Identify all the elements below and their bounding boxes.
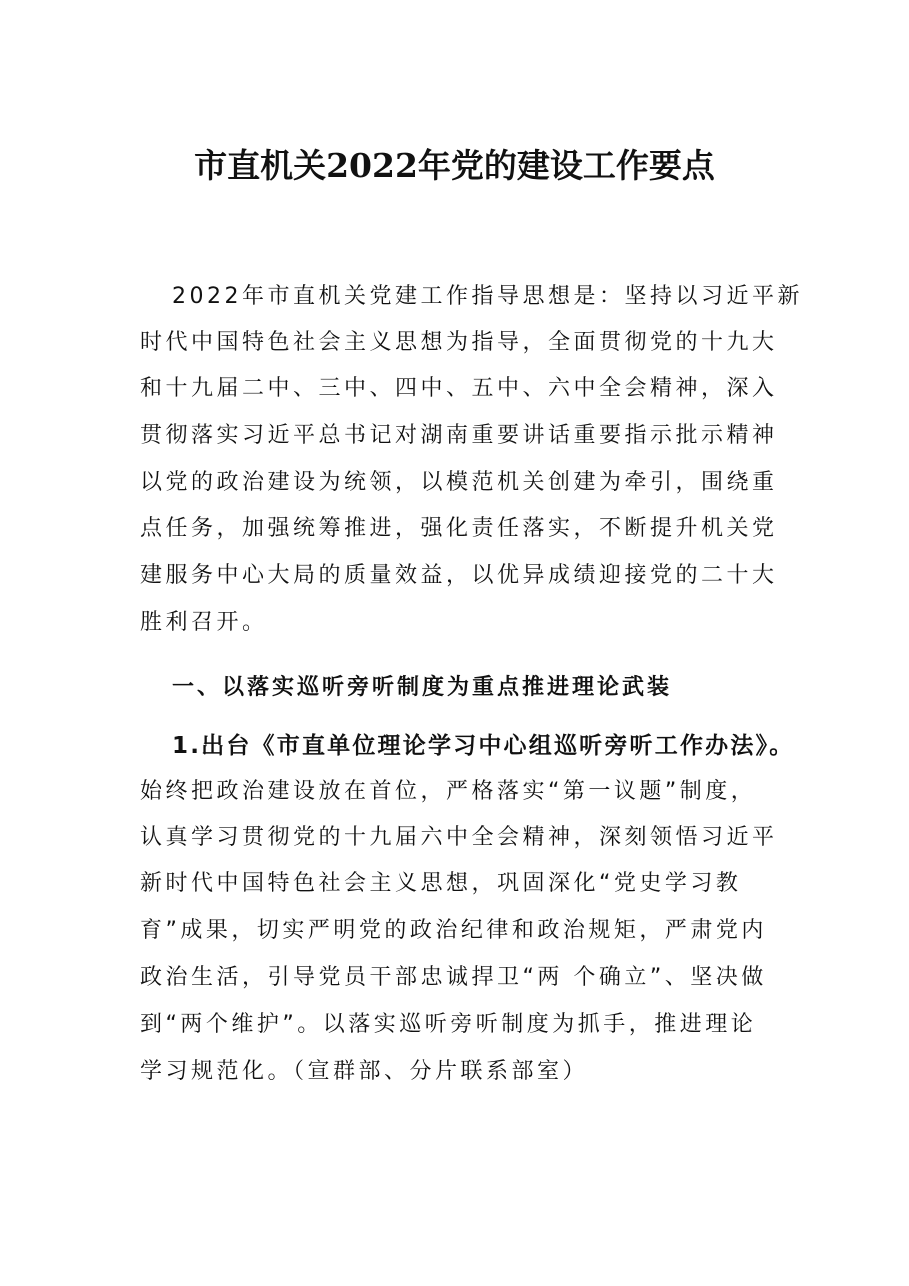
intro-line: 胜利召开。: [140, 610, 268, 635]
item-line: 育”成果，切实严明党的政治纪律和政治规矩，严肃党内: [140, 918, 767, 943]
intro-line: 点任务，加强统筹推进，强化责任落实，不断提升机关党: [140, 516, 778, 541]
intro-line: 时代中国特色社会主义思想为指导，全面贯彻党的十九大: [140, 330, 778, 355]
intro-line: 建服务中心大局的质量效益，以优异成绩迎接党的二十大: [140, 563, 778, 588]
item-line: 认真学习贯彻党的十九届六中全会精神，深刻领悟习近平: [140, 825, 778, 850]
section-heading: 一、以落实巡听旁听制度为重点推进理论武装: [172, 675, 673, 700]
intro-line: 2022年市直机关党建工作指导思想是：坚持以习近平新: [172, 284, 803, 309]
item-line: 到“两个维护”。以落实巡听旁听制度为抓手，推进理论: [140, 1012, 757, 1037]
item-line: 始终把政治建设放在首位，严格落实“第一议题”制度，: [140, 779, 757, 804]
item-line: 政治生活，引导党员干部忠诚捍卫“两 个确立”、坚决做: [140, 965, 767, 990]
document-title: 市直机关2022年党的建设工作要点: [194, 146, 715, 185]
item-line: 学习规范化。（宣群部、分片联系部室）: [140, 1059, 589, 1084]
item-line: 新时代中国特色社会主义思想，巩固深化“党史学习教: [140, 871, 742, 896]
intro-line: 贯彻落实习近平总书记对湖南重要讲话重要指示批示精神: [140, 423, 778, 448]
intro-line: 和十九届二中、三中、四中、五中、六中全会精神，深入: [140, 376, 778, 401]
item-heading: 1.出台《市直单位理论学习中心组巡听旁听工作办法》。: [172, 733, 795, 759]
intro-line: 以党的政治建设为统领，以模范机关创建为牵引，围绕重: [140, 470, 778, 495]
